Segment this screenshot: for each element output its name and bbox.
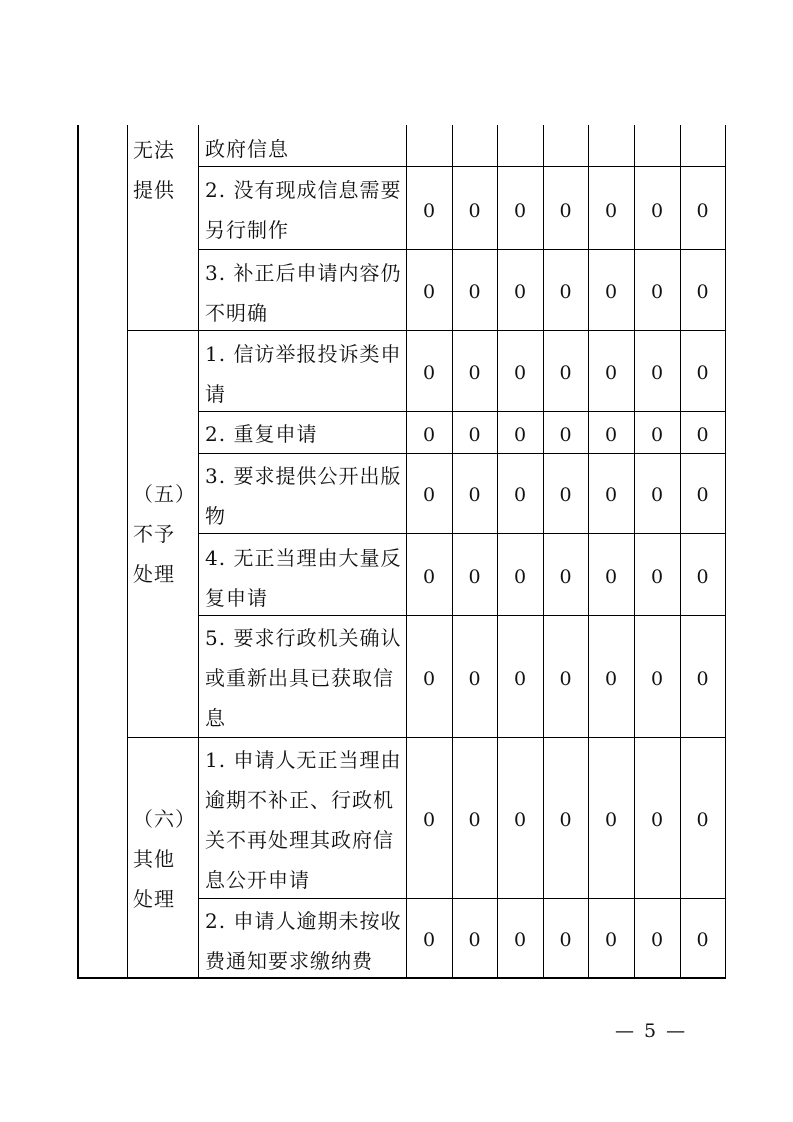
group-label-line: 处理 xyxy=(133,562,175,586)
value-cell: 0 xyxy=(696,200,709,222)
row-label-line: 物 xyxy=(205,504,226,528)
value-cell: 0 xyxy=(559,362,572,384)
value-cell: 0 xyxy=(696,668,709,690)
row-label-line: 2. 没有现成信息需要 xyxy=(205,178,402,202)
value-cell: 0 xyxy=(604,424,618,446)
table-rule xyxy=(497,125,498,978)
value-cell: 0 xyxy=(468,566,481,588)
table-rule xyxy=(588,125,589,978)
row-label-line: 5. 要求行政机关确认 xyxy=(205,626,402,650)
value-cell: 0 xyxy=(696,362,709,384)
value-cell: 0 xyxy=(422,668,436,690)
value-cell: 0 xyxy=(422,484,436,506)
group-label xyxy=(133,474,196,594)
row-label-line: 4. 无正当理由大量反 xyxy=(205,546,402,570)
value-cell: 0 xyxy=(559,200,572,222)
value-cell: 0 xyxy=(513,424,527,446)
value-cell: 0 xyxy=(604,200,618,222)
row-label-line: 请 xyxy=(205,382,226,406)
value-cell: 0 xyxy=(513,200,527,222)
value-cell: 0 xyxy=(422,362,436,384)
value-cell: 0 xyxy=(604,566,618,588)
value-cell: 0 xyxy=(650,362,664,384)
group-label-line: 无法 xyxy=(133,138,175,162)
row-label-line: 关不再处理其政府信 xyxy=(205,828,394,852)
value-cell: 0 xyxy=(468,281,481,303)
value-cell: 0 xyxy=(696,424,709,446)
table-rule xyxy=(198,125,199,978)
table-border-left xyxy=(77,125,79,978)
row-label xyxy=(205,740,401,900)
table-border-bottom xyxy=(77,977,726,979)
value-cell: 0 xyxy=(513,809,527,831)
value-cell: 0 xyxy=(513,281,527,303)
value-cell: 0 xyxy=(696,281,709,303)
value-cell: 0 xyxy=(650,424,664,446)
row-label-line: 不明确 xyxy=(205,301,268,325)
row-label-line: 2. 申请人逾期未按收 xyxy=(205,909,402,933)
value-cell: 0 xyxy=(422,424,436,446)
table-rule xyxy=(543,125,544,978)
value-cell: 0 xyxy=(650,668,664,690)
row-label xyxy=(205,253,401,333)
row-label-line: 逾期不补正、行政机 xyxy=(205,788,394,812)
value-cell: 0 xyxy=(422,200,436,222)
value-cell: 0 xyxy=(559,668,572,690)
table-rule xyxy=(634,125,635,978)
group-label-line: 处理 xyxy=(133,887,175,911)
value-cell: 0 xyxy=(604,484,618,506)
value-cell: 0 xyxy=(559,484,572,506)
group-label-line: 不予 xyxy=(133,522,175,546)
row-label xyxy=(205,618,401,738)
table-rule xyxy=(725,125,726,978)
row-label-line: 3. 补正后申请内容仍 xyxy=(205,261,402,285)
value-cell: 0 xyxy=(513,484,527,506)
row-label xyxy=(205,414,317,454)
value-cell: 0 xyxy=(650,929,664,951)
table-rule xyxy=(127,125,128,978)
row-label xyxy=(205,129,289,169)
row-label-line: 息公开申请 xyxy=(205,868,310,892)
value-cell: 0 xyxy=(559,281,572,303)
value-cell: 0 xyxy=(650,566,664,588)
group-label-line: 其他 xyxy=(133,847,175,871)
value-cell: 0 xyxy=(604,809,618,831)
value-cell: 0 xyxy=(604,929,618,951)
value-cell: 0 xyxy=(559,929,572,951)
table-rule xyxy=(406,125,407,978)
value-cell: 0 xyxy=(513,668,527,690)
row-label-line: 复申请 xyxy=(205,586,268,610)
value-cell: 0 xyxy=(559,809,572,831)
value-cell: 0 xyxy=(468,668,481,690)
row-label-line: 1. 信访举报投诉类申 xyxy=(205,342,402,366)
value-cell: 0 xyxy=(468,484,481,506)
value-cell: 0 xyxy=(650,281,664,303)
value-cell: 0 xyxy=(468,424,481,446)
value-cell: 0 xyxy=(468,929,481,951)
value-cell: 0 xyxy=(422,566,436,588)
value-cell: 0 xyxy=(650,809,664,831)
row-label xyxy=(205,334,401,414)
row-label-line: 费通知要求缴纳费 xyxy=(205,949,373,973)
value-cell: 0 xyxy=(696,484,709,506)
group-label-line: 提供 xyxy=(133,178,175,202)
value-cell: 0 xyxy=(513,566,527,588)
value-cell: 0 xyxy=(650,484,664,506)
row-label-line: 息 xyxy=(205,706,226,730)
row-label-line: 2. 重复申请 xyxy=(205,422,318,446)
row-label-line: 政府信息 xyxy=(205,137,289,161)
group-label xyxy=(133,130,175,210)
value-cell: 0 xyxy=(468,362,481,384)
row-label xyxy=(205,538,401,618)
row-label-line: 或重新出具已获取信 xyxy=(205,666,394,690)
value-cell: 0 xyxy=(468,200,481,222)
table-rule xyxy=(452,125,453,978)
value-cell: 0 xyxy=(422,929,436,951)
page-number: — 5 — xyxy=(615,1020,688,1042)
value-cell: 0 xyxy=(604,362,618,384)
value-cell: 0 xyxy=(513,362,527,384)
value-cell: 0 xyxy=(604,281,618,303)
row-label xyxy=(205,456,401,536)
row-label-line: 另行制作 xyxy=(205,218,289,242)
value-cell: 0 xyxy=(696,809,709,831)
row-label xyxy=(205,901,401,981)
value-cell: 0 xyxy=(696,929,709,951)
value-cell: 0 xyxy=(513,929,527,951)
table-rule xyxy=(680,125,681,978)
value-cell: 0 xyxy=(604,668,618,690)
value-cell: 0 xyxy=(559,566,572,588)
group-label xyxy=(133,799,196,919)
row-label xyxy=(205,170,401,250)
value-cell: 0 xyxy=(650,200,664,222)
value-cell: 0 xyxy=(468,809,481,831)
group-label-line: （五） xyxy=(133,482,196,506)
value-cell: 0 xyxy=(422,809,436,831)
value-cell: 0 xyxy=(422,281,436,303)
row-label-line: 1. 申请人无正当理由 xyxy=(205,748,402,772)
row-label-line: 3. 要求提供公开出版 xyxy=(205,464,402,488)
group-label-line: （六） xyxy=(133,807,196,831)
value-cell: 0 xyxy=(696,566,709,588)
value-cell: 0 xyxy=(559,424,572,446)
